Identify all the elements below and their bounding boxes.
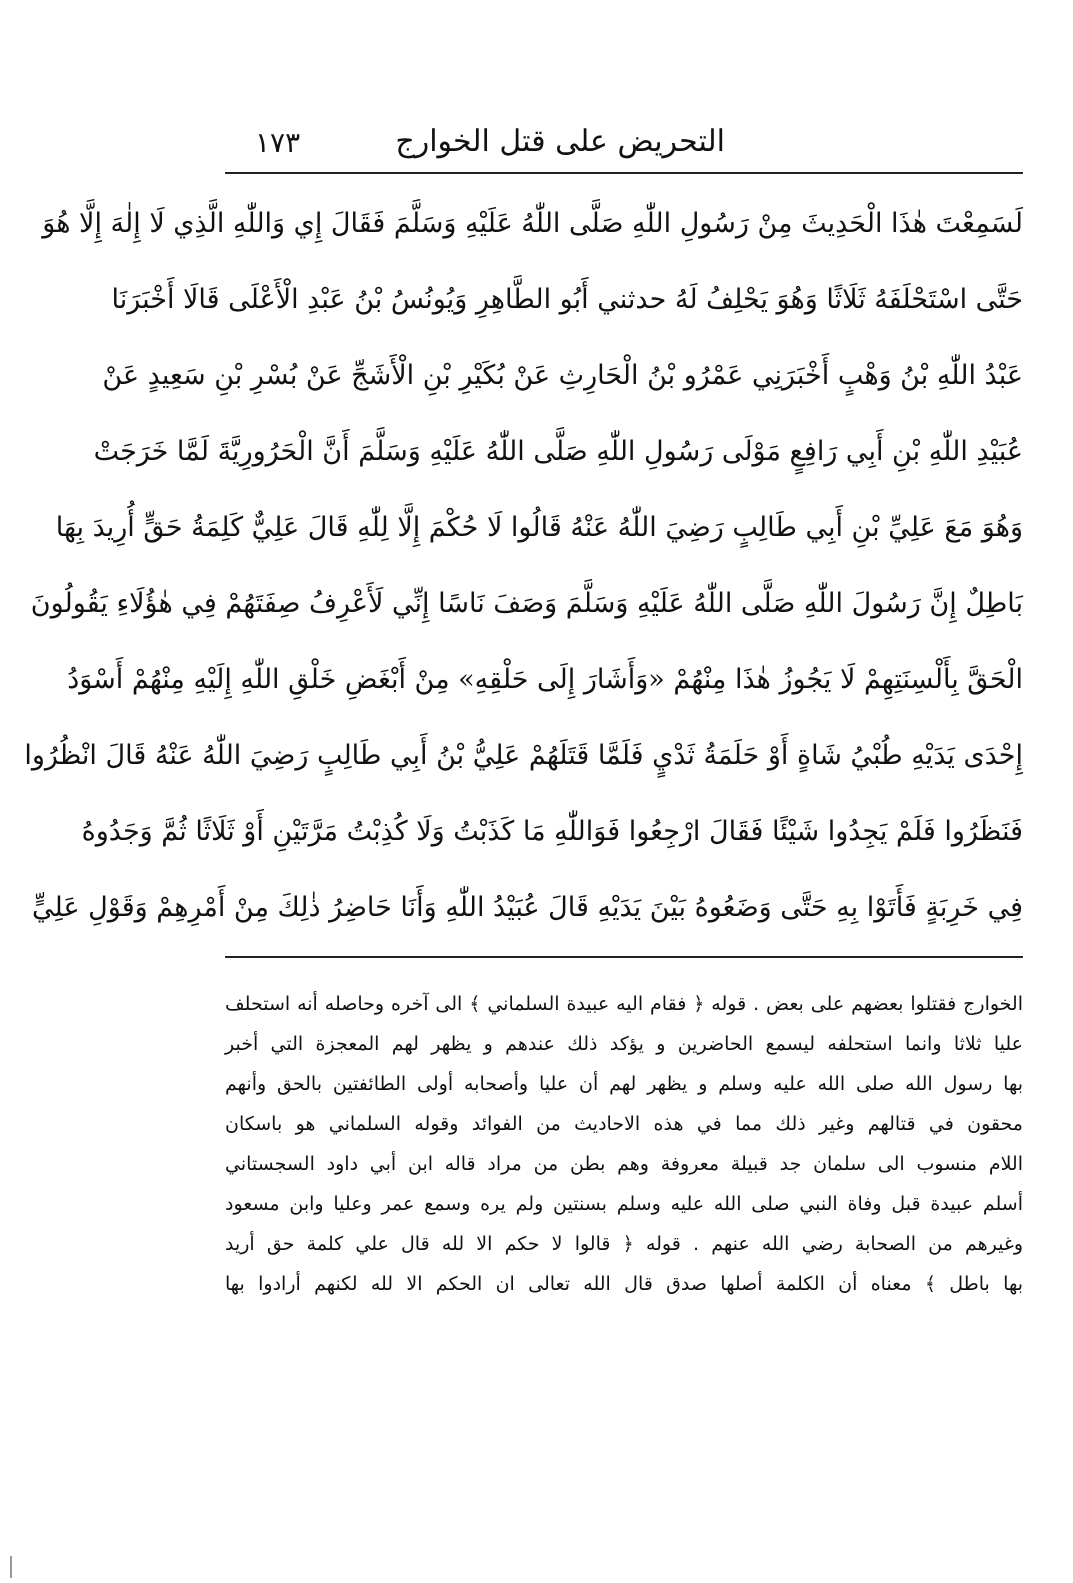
commentary-block bbox=[225, 984, 1023, 1304]
hadith-line: عُبَيْدِ اللّٰهِ بْنِ أَبِي رَافِعٍ مَوْلَى رَسُولِ اللّٰهِ صَلَّى اللّٰهُ عَلَيْهِ وَسَلَّمَ أَنَّ الْحَرُورِيَّةَ لَمَّا خَرَجَتْ bbox=[93, 436, 1023, 467]
running-title: التحريض على قتل الخوارج bbox=[395, 124, 725, 159]
commentary-separator bbox=[225, 956, 1023, 958]
commentary-line: الخوارج فقتلوا بعضهم على بعض . قوله ﴿ فقام اليه عبيدة السلماني ﴾ الى آخره وحاصله أنه استحلف bbox=[225, 993, 1023, 1015]
hadith-line: الْحَقَّ بِأَلْسِنَتِهِمْ لَا يَجُوزُ هٰذَا مِنْهُمْ «وَأَشَارَ إِلَى حَلْقِهِ» مِنْ أَبْغَضِ خَلْقِ اللّٰهِ إِلَيْهِ مِنْهُمْ أَسْوَدُ bbox=[67, 664, 1023, 695]
hadith-line: إِحْدَى يَدَيْهِ طُبْيُ شَاةٍ أَوْ حَلَمَةُ ثَدْيٍ فَلَمَّا قَتَلَهُمْ عَلِيُّ بْنُ أَبِي طَالِبٍ رَضِيَ اللّٰهُ عَنْهُ قَالَ انْظُرُوا bbox=[24, 740, 1023, 771]
hadith-text-block bbox=[24, 186, 1023, 946]
header-rule bbox=[225, 172, 1023, 174]
commentary-line: وغيرهم من الصحابة رضي الله عنهم . قوله ﴿ قالوا لا حكم الا لله قال علي كلمة حق أريد bbox=[225, 1233, 1023, 1255]
hadith-line: بَاطِلٌ إِنَّ رَسُولَ اللّٰهِ صَلَّى اللّٰهُ عَلَيْهِ وَسَلَّمَ وَصَفَ نَاسًا إِنِّي لَأَعْرِفُ صِفَتَهُمْ فِي هٰؤُلَاءِ يَقُولُونَ bbox=[30, 588, 1023, 619]
hadith-line: عَبْدُ اللّٰهِ بْنُ وَهْبٍ أَخْبَرَنِي عَمْرُو بْنُ الْحَارِثِ عَنْ بُكَيْرِ بْنِ الْأَشَجِّ عَنْ بُسْرِ بْنِ سَعِيدٍ عَنْ bbox=[102, 360, 1023, 391]
commentary-line: عليا ثلاثا وانما استحلفه ليسمع الحاضرين و يؤكد ذلك عندهم و يظهر لهم المعجزة التي أخبر bbox=[225, 1033, 1023, 1055]
page-number: ١٧٣ bbox=[255, 126, 301, 159]
commentary-line: أسلم عبيدة قبل وفاة النبي صلى الله عليه وسلم بسنتين ولم يره وسمع عمر وعليا وابن مسعود bbox=[225, 1193, 1023, 1215]
page-header bbox=[225, 118, 1025, 168]
hadith-line: فَنَظَرُوا فَلَمْ يَجِدُوا شَيْئًا فَقَالَ ارْجِعُوا فَوَاللّٰهِ مَا كَذَبْتُ وَلَا كُذِبْتُ مَرَّتَيْنِ أَوْ ثَلَاثًا ثُمَّ وَجَدُوهُ bbox=[81, 816, 1023, 847]
hadith-line: حَتَّى اسْتَحْلَفَهُ ثَلَاثًا وَهُوَ يَحْلِفُ لَهُ حدثني أَبُو الطَّاهِرِ وَيُونُسُ بْنُ عَبْدِ الْأَعْلَى قَالَا أَخْبَرَنَا bbox=[111, 284, 1023, 315]
hadith-line: فِي خَرِبَةٍ فَأَتَوْا بِهِ حَتَّى وَضَعُوهُ بَيْنَ يَدَيْهِ قَالَ عُبَيْدُ اللّٰهِ وَأَنَا حَاضِرُ ذٰلِكَ مِنْ أَمْرِهِمْ وَقَوْلِ عَلِيٍّ bbox=[32, 892, 1023, 923]
hadith-line: وَهُوَ مَعَ عَلِيِّ بْنِ أَبِي طَالِبٍ رَضِيَ اللّٰهُ عَنْهُ قَالُوا لَا حُكْمَ إِلَّا لِلّٰهِ قَالَ عَلِيٌّ كَلِمَةُ حَقٍّ أُرِيدَ بِهَا bbox=[55, 512, 1023, 543]
hadith-line: لَسَمِعْتَ هٰذَا الْحَدِيثَ مِنْ رَسُولِ اللّٰهِ صَلَّى اللّٰهُ عَلَيْهِ وَسَلَّمَ فَقَالَ إِي وَاللّٰهِ الَّذِي لَا إِلٰهَ إِلَّا هُوَ bbox=[42, 208, 1023, 239]
commentary-line: محقون في قتالهم وغير ذلك مما في هذه الاحاديث من الفوائد وقوله السلماني هو باسكان bbox=[225, 1113, 1023, 1135]
commentary-line: اللام منسوب الى سلمان جد قبيلة معروفة وهم بطن من مراد قاله ابن أبي داود السجستاني bbox=[225, 1153, 1023, 1175]
commentary-line: بها باطل ﴾ معناه أن الكلمة أصلها صدق قال الله تعالى ان الحكم الا لله لكنهم أرادوا بها bbox=[225, 1273, 1023, 1295]
scan-edge-mark bbox=[10, 1556, 12, 1578]
commentary-line: بها رسول الله صلى الله عليه وسلم و يظهر لهم أن عليا وأصحابه أولى الطائفتين بالحق وأنهم bbox=[225, 1073, 1023, 1095]
